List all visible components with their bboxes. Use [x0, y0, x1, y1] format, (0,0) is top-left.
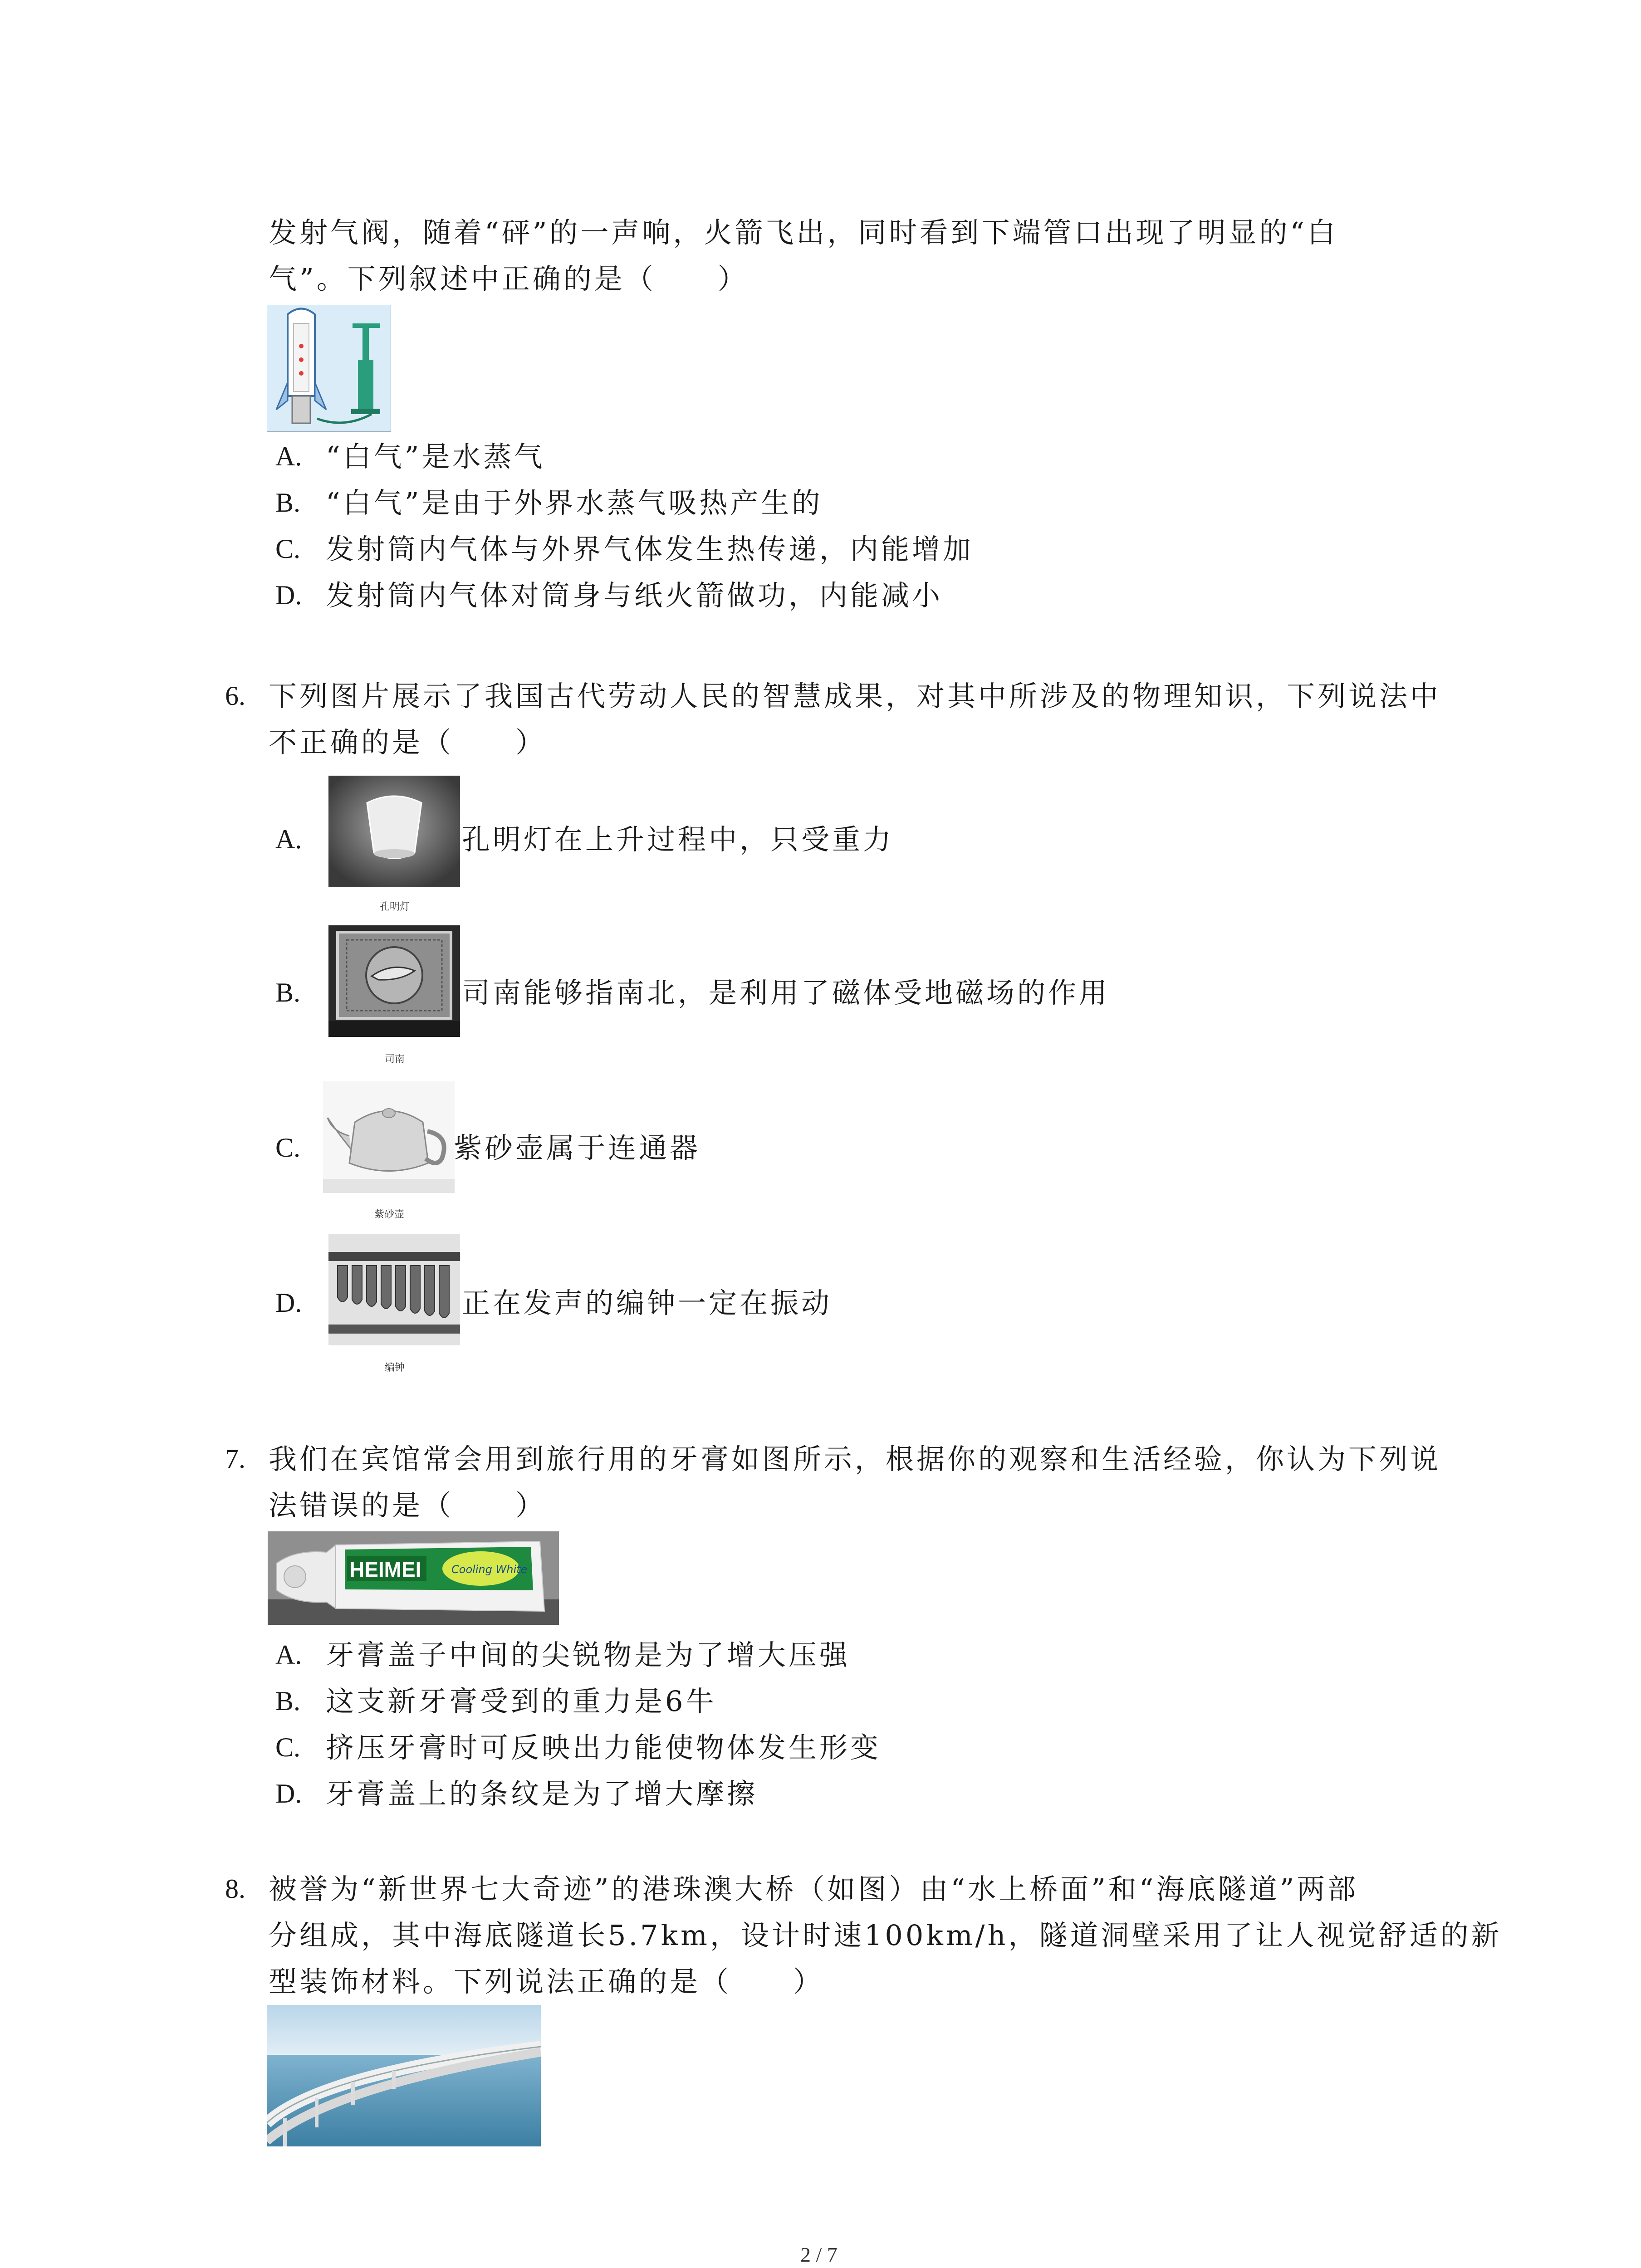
q8-number: 8.	[225, 1874, 245, 1904]
bridge-image	[267, 2005, 541, 2146]
q5-option-b-text: “白气”是由于外界水蒸气吸热产生的	[326, 486, 823, 519]
kongming-lantern-image	[328, 776, 460, 887]
q7-option-b-text: 这支新牙膏受到的重力是6牛	[326, 1685, 717, 1718]
q8-stem-line1: 被誉为“新世界七大奇迹”的港珠澳大桥（如图）由“水上桥面”和“海底隧道”两部	[269, 1872, 1359, 1906]
q6-option-b-letter: B.	[275, 978, 301, 1007]
q5-option-d-letter: D.	[275, 580, 302, 610]
q6-option-d-letter: D.	[275, 1288, 302, 1318]
zisha-teapot-image	[323, 1081, 455, 1193]
q7-option-a-letter: A.	[275, 1640, 302, 1670]
q7-option-a-text: 牙膏盖子中间的尖锐物是为了增大压强	[326, 1638, 851, 1672]
q6-option-d-text: 正在发声的编钟一定在振动	[462, 1286, 833, 1320]
q5-option-a-letter: A.	[275, 441, 302, 471]
q5-stem-line1: 发射气阀，随着“砰”的一声响，火箭飞出，同时看到下端管口出现了明显的“白	[269, 216, 1338, 249]
q5-stem-line2: 气”。下列叙述中正确的是（ ）	[269, 262, 749, 295]
q8-stem-line2: 分组成，其中海底隧道长5.7km，设计时速100km/h，隧道洞壁采用了让人视觉舒适的新	[269, 1919, 1502, 1952]
q5-option-d-text: 发射筒内气体对筒身与纸火箭做功，内能减小	[326, 579, 943, 612]
q7-stem-line2: 法错误的是（ ）	[269, 1489, 547, 1522]
q6-option-b-text: 司南能够指南北，是利用了磁体受地磁场的作用	[462, 976, 1110, 1009]
toothpaste-brand: HEIMEI	[349, 1558, 421, 1581]
toothpaste-subbrand: Cooling White	[451, 1563, 528, 1576]
q6-option-c-text: 紫砂壶属于连通器	[454, 1131, 701, 1164]
q7-option-c-letter: C.	[275, 1732, 301, 1762]
rocket-pump-figure	[267, 305, 391, 432]
q7-option-d-letter: D.	[275, 1779, 302, 1809]
q6-option-a-text: 孔明灯在上升过程中，只受重力	[462, 823, 894, 856]
q5-option-a-text: “白气”是水蒸气	[326, 440, 545, 473]
bianzhong-caption: 编钟	[384, 1362, 405, 1374]
q7-stem-line1: 我们在宾馆常会用到旅行用的牙膏如图所示，根据你的观察和生活经验，你认为下列说	[269, 1442, 1441, 1476]
q5-option-c-letter: C.	[275, 534, 301, 564]
lantern-caption: 孔明灯	[379, 901, 410, 913]
q6-stem-line2: 不正确的是（ ）	[269, 726, 547, 759]
sinan-caption: 司南	[384, 1054, 405, 1065]
q5-option-b-letter: B.	[275, 488, 301, 518]
q6-option-a-letter: A.	[275, 824, 302, 854]
toothpaste-image	[268, 1531, 559, 1625]
teapot-caption: 紫砂壶	[374, 1209, 404, 1220]
sinan-compass-image	[328, 925, 460, 1037]
q7-option-c-text: 挤压牙膏时可反映出力能使物体发生形变	[326, 1731, 882, 1764]
q7-option-d-text: 牙膏盖上的条纹是为了增大摩擦	[326, 1777, 758, 1810]
q5-option-c-text: 发射筒内气体与外界气体发生热传递，内能增加	[326, 533, 974, 566]
q7-number: 7.	[225, 1444, 245, 1474]
q8-stem-line3: 型装饰材料。下列说法正确的是（ ）	[269, 1965, 824, 1998]
bianzhong-bells-image	[328, 1234, 460, 1345]
q6-number: 6.	[225, 681, 245, 711]
q6-stem-line1: 下列图片展示了我国古代劳动人民的智慧成果，对其中所涉及的物理知识，下列说法中	[269, 679, 1441, 713]
q6-option-c-letter: C.	[275, 1133, 301, 1163]
q7-option-b-letter: B.	[275, 1686, 301, 1716]
page-number: 2 / 7	[800, 2243, 838, 2266]
